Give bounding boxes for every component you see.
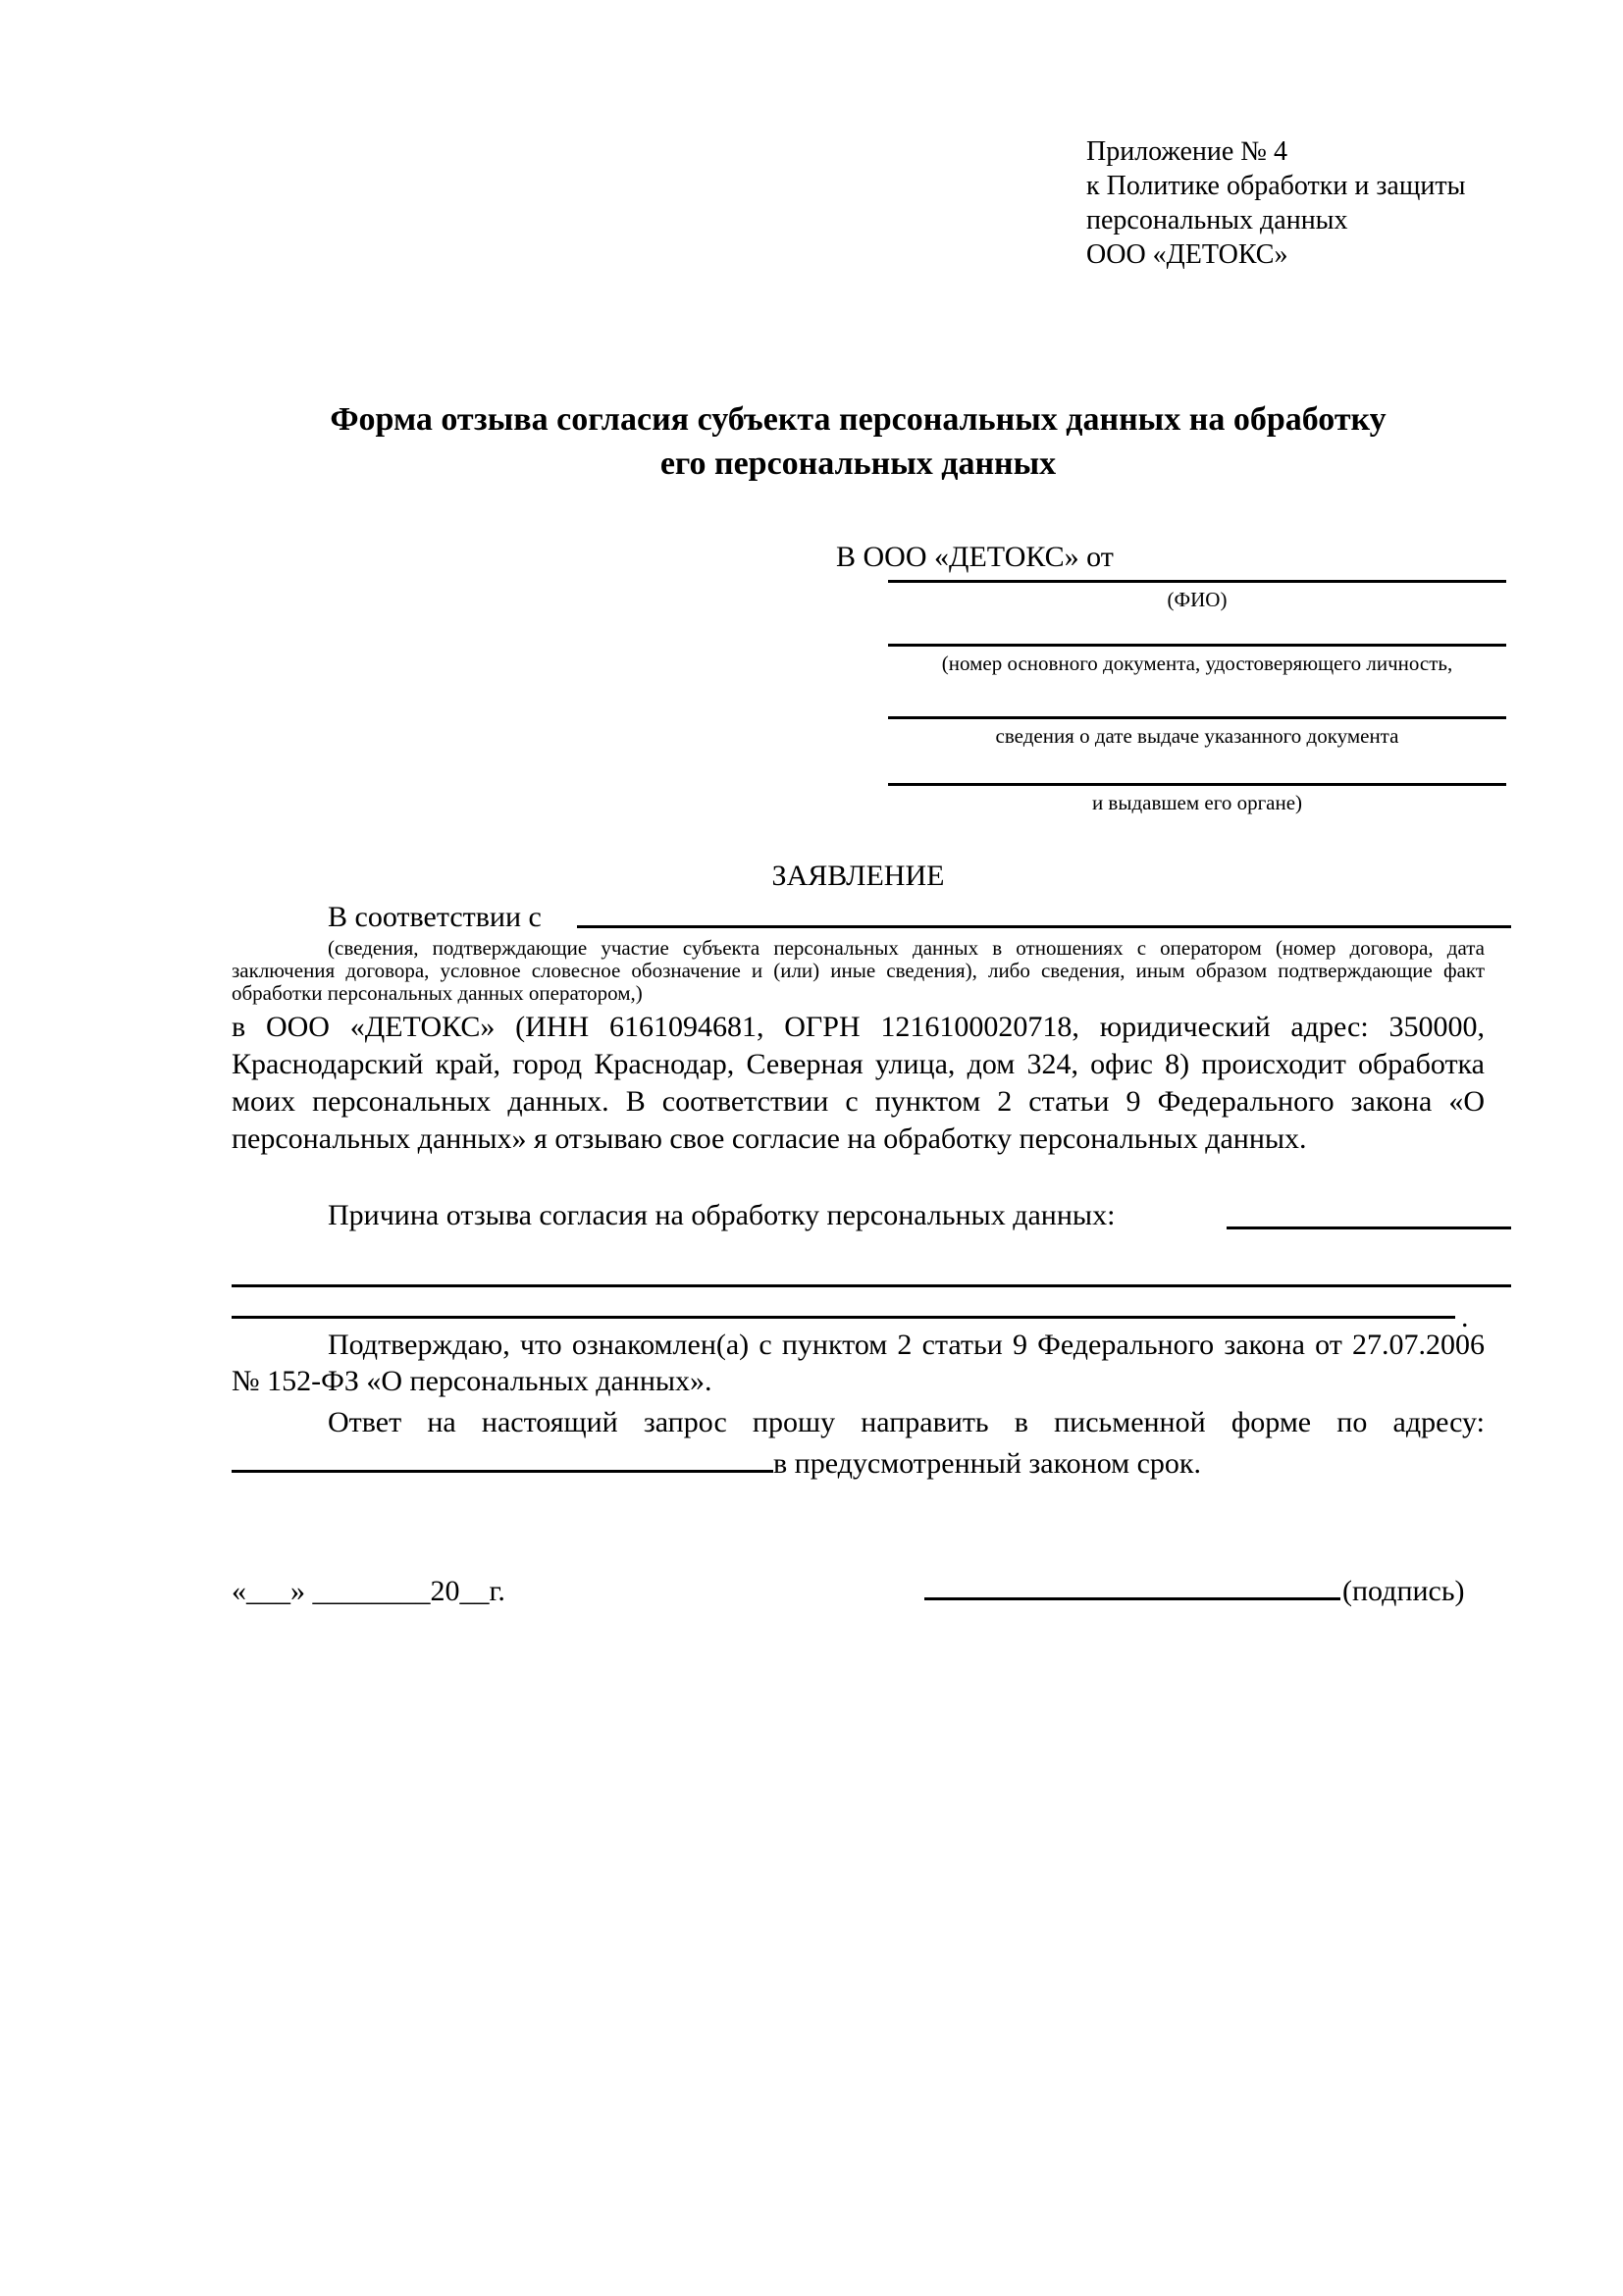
issuing-authority-blank-line[interactable] (888, 783, 1506, 786)
reason-label: Причина отзыва согласия на обработку персональных данных: (328, 1199, 1116, 1231)
address-blank-line[interactable] (232, 1470, 773, 1473)
appendix-line-4: ООО «ДЕТОКС» (1086, 239, 1288, 270)
fio-caption: (ФИО) (1167, 588, 1228, 611)
accordance-blank-line[interactable] (577, 925, 1511, 928)
answer-request-paragraph: Ответ на настоящий запрос прошу направить в письменной форме по адресу: (328, 1406, 1485, 1438)
reason-blank-line-3[interactable] (232, 1316, 1455, 1319)
confirmation-paragraph: Подтверждаю, что ознакомлен(а) с пунктом 2 статьи 9 Федерального закона от 27.07.2006 № 152-ФЗ «О персональных данных». (232, 1329, 1485, 1397)
signature-caption: (подпись) (1342, 1575, 1465, 1607)
appendix-line-2: к Политике обработки и защиты (1086, 171, 1466, 201)
issuing-authority-caption: и выдавшем его органе) (1091, 791, 1303, 814)
fio-blank-line[interactable] (888, 580, 1506, 583)
reason-blank-line-2[interactable] (232, 1284, 1511, 1287)
document-number-blank-line[interactable] (888, 644, 1506, 647)
signature-blank-line[interactable] (924, 1597, 1340, 1600)
appendix-line-3: персональных данных (1086, 205, 1348, 235)
main-paragraph: в ООО «ДЕТОКС» (ИНН 6161094681, ОГРН 1216100020718, юридический адрес: 350000, Краснодарский край, город Краснодар, Северная улица, дом 324, офис 8) происходит обработка моих персональных данных. В соответствии с пунктом 2 статьи 9 Федерального закона «О персональных данных» я отзываю свое согласие на обработку персональных данных. (232, 1011, 1485, 1155)
document-number-caption: (номер основного документа, удостоверяющего личность, (941, 652, 1453, 675)
answer-request-tail: в предусмотренный законом срок. (773, 1447, 1201, 1480)
issue-date-caption: сведения о дате выдаче указанного документа (995, 724, 1399, 748)
recipient-line: В ООО «ДЕТОКС» от (836, 541, 1114, 573)
date-blank-line[interactable]: «___» ________20__г. (232, 1575, 505, 1607)
issue-date-blank-line[interactable] (888, 716, 1506, 719)
statement-heading: ЗАЯВЛЕНИЕ (771, 860, 945, 892)
reason-blank-line-1[interactable] (1227, 1226, 1511, 1229)
document-title (232, 397, 1485, 486)
accordance-footnote: (сведения, подтверждающие участие субъекта персональных данных в отношениях с оператором (номер договора, дата заключения договора, условное словесное обозначение и (или) иные сведения), либо сведения, иным образом подтверждающие факт обработки персональных данных оператором,) (232, 936, 1485, 1005)
title-line-2: его персональных данных (659, 445, 1057, 482)
in-accordance-label: В соответствии с (328, 901, 542, 933)
title-line-1: Форма отзыва согласия субъекта персональных данных на обработку (330, 401, 1387, 438)
appendix-block (1086, 134, 1465, 272)
appendix-line-1: Приложение № 4 (1086, 136, 1287, 167)
sentence-end-period: . (1461, 1301, 1469, 1333)
